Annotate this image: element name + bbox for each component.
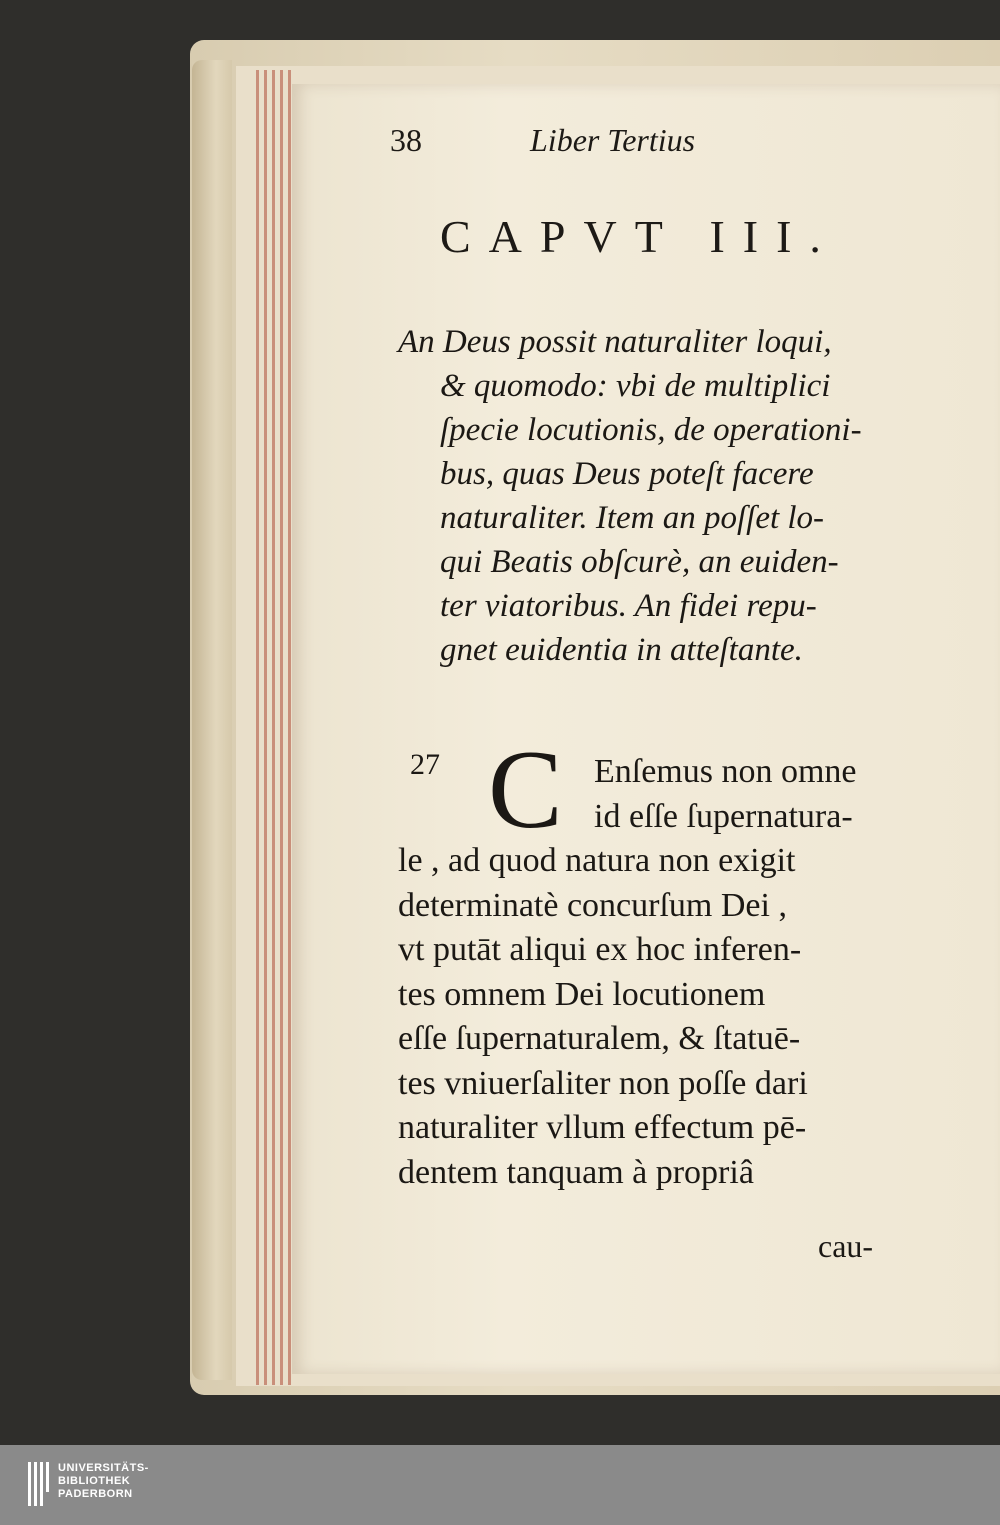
body-line: determinatè concurſum Dei , [398,886,787,924]
summary-line: ſpecie locutionis, de operationi- [440,412,862,448]
body-line: Enſemus non omne [594,753,857,790]
library-logo-icon [28,1462,52,1506]
body-line: tes vniuerſaliter non poſſe dari [398,1064,808,1102]
summary-line: An Deus possit naturaliter loqui, [398,324,832,360]
chapter-summary [398,320,964,672]
body-line: naturaliter vllum effectum pē- [398,1109,807,1146]
running-head: Liber Tertius [530,122,696,158]
drop-cap: C [488,728,563,852]
library-logo-text [58,1462,149,1501]
body-line: le , ad quod natura non exigit [398,842,796,879]
body-line: vt putāt aliqui ex hoc inferen- [398,931,802,968]
summary-line: qui Beatis obſcurè, an euiden- [440,544,839,580]
page-edge [280,70,283,1385]
summary-line: naturaliter. Item an poſſet lo- [440,500,825,536]
page-edge [264,70,267,1385]
logo-line: PADERBORN [58,1488,133,1500]
page-edge [272,70,275,1385]
paragraph-number: 27 [410,748,440,781]
logo-line: UNIVERSITÄTS- [58,1462,149,1474]
catchword: cau- [818,1228,874,1264]
summary-line: ter viatoribus. An fidei repu- [440,588,817,624]
book-spine [192,60,232,1380]
body-text [398,750,964,1195]
footer-bar [0,1445,1000,1525]
page-edge [288,70,291,1385]
body-line: eſſe ſupernaturalem, & ſtatuē- [398,1020,801,1057]
summary-line: gnet euidentia in atteſtante. [440,632,803,668]
summary-line: & quomodo: vbi de multiplici [440,368,831,404]
logo-line: BIBLIOTHEK [58,1475,131,1487]
body-line: tes omnem Dei locutionem [398,975,766,1013]
page-edge [256,70,259,1385]
page-header [390,122,960,166]
body-line: id eſſe ſupernatura- [594,797,853,835]
body-line: dentem tanquam à propriâ [398,1153,754,1191]
chapter-title: CAPVT III. [440,211,839,262]
summary-line: bus, quas Deus poteſt facere [440,456,814,492]
folio-number: 38 [390,122,422,158]
